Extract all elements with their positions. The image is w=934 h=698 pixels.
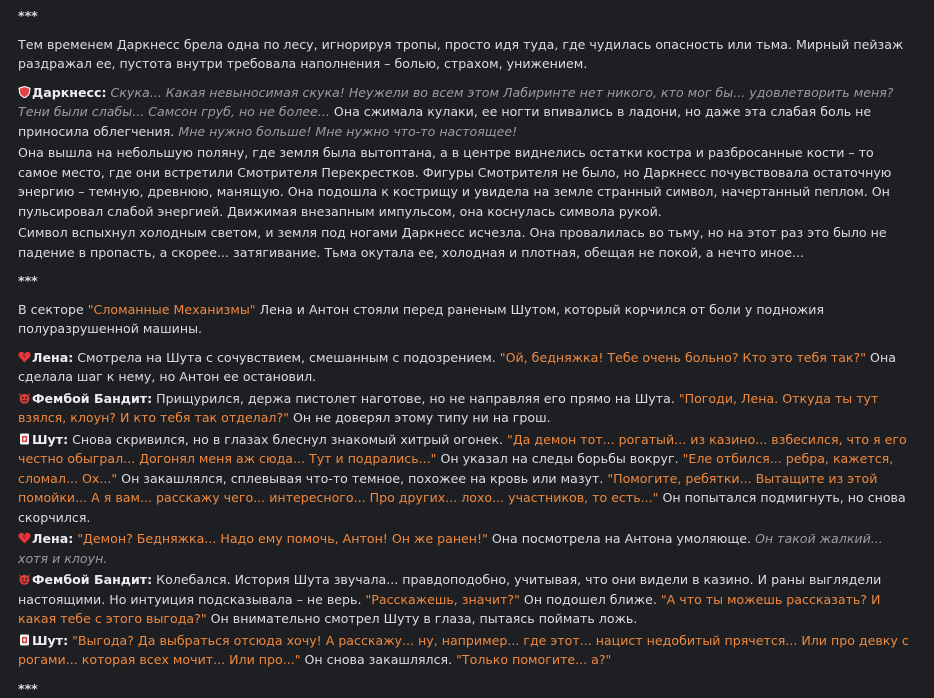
speaker-name: Фембой Бандит: bbox=[32, 391, 152, 406]
narration-paragraph bbox=[18, 300, 910, 339]
narration: Он внимательно смотрел Шуту в глаза, пытаясь поймать ложь. bbox=[211, 611, 638, 626]
narration: Прищурился, держа пистолет наготове, но не направляя его прямо на Шута. bbox=[156, 391, 675, 406]
jester-line bbox=[18, 631, 910, 670]
quote: "Демон? Бедняжка... Надо ему помочь, Антон! Он же ранен!" bbox=[77, 531, 488, 546]
lena-line bbox=[18, 348, 910, 387]
narration: Он попытался подмигнуть, но снова скорчился. bbox=[18, 490, 906, 525]
narration-paragraph: Тем временем Даркнесс брела одна по лесу, игнорируя тропы, просто идя туда, где чудилась опасность или тьма. Мирный пейзаж раздражал ее, пустота внутри требовала наполнения – болью, страхом, унижением. bbox=[18, 35, 910, 74]
narration: Смотрела на Шута с сочувствием, смешанным с подозрением. bbox=[77, 350, 496, 365]
quote: "Выгода? Да выбраться отсюда хочу! А расскажу... ну, например... где этот... нацист недобитый прячется... Или про девку с рогами... которая всех мочит... Или про..." bbox=[18, 633, 909, 668]
joker-card-icon bbox=[18, 632, 31, 644]
joker-card-icon bbox=[18, 431, 31, 443]
sector-name: "Сломанные Механизмы" bbox=[88, 302, 256, 317]
devil-face-icon bbox=[18, 390, 31, 402]
scene-separator: *** bbox=[18, 6, 910, 26]
narration: Снова скривился, но в глазах блеснул знакомый хитрый огонек. bbox=[72, 432, 503, 447]
inner-thought: Мне нужно больше! Мне нужно что-то настоящее! bbox=[178, 124, 517, 139]
quote: "Только помогите... а?" bbox=[456, 652, 611, 667]
speaker-name: Даркнесс: bbox=[32, 85, 107, 100]
darkness-line bbox=[18, 83, 910, 142]
quote: "А что ты можешь рассказать? И какая тебе с этого выгода?" bbox=[18, 592, 880, 627]
bandit-line bbox=[18, 389, 910, 428]
narration: Он снова закашлялся. bbox=[305, 652, 453, 667]
narration: Он закашлялся, сплевывая что-то темное, похожее на кровь или мазут. bbox=[121, 471, 603, 486]
devil-face-icon bbox=[18, 571, 31, 583]
quote: "Еле отбился... ребра, кажется, сломал... Ох..." bbox=[18, 451, 893, 486]
lena-line bbox=[18, 529, 910, 568]
speaker-name: Фембой Бандит: bbox=[32, 572, 152, 587]
speaker-name: Лена: bbox=[32, 350, 73, 365]
speaker-name: Лена: bbox=[32, 531, 73, 546]
scene-separator: *** bbox=[18, 271, 910, 291]
bandit-line bbox=[18, 570, 910, 629]
quote: "Погоди, Лена. Откуда ты тут взялся, клоун? И кто тебя так отделал?" bbox=[18, 391, 878, 426]
jester-line bbox=[18, 430, 910, 528]
narration-paragraph: Символ вспыхнул холодным светом, и земля под ногами Даркнесс исчезла. Она провалилась во тьму, но на этот раз это было не падение в пропасть, а скорее... затягивание. Тьма окутала ее, холодная и плотная, обещая не покой, а нечто иное... bbox=[18, 223, 910, 262]
broken-heart-icon bbox=[18, 349, 31, 361]
quote: "Да демон тот... рогатый... из казино... взбесился, что я его честно обыграл... Догонял меня аж сюда... Тут и подрались..." bbox=[18, 432, 907, 467]
narration: Она сжимала кулаки, ее ногти впивались в ладони, но даже эта слабая боль не приносила облегчения. bbox=[18, 104, 871, 139]
inner-thought: Он такой жалкий... хотя и клоун. bbox=[18, 531, 883, 566]
narration: Он подошел ближе. bbox=[524, 592, 657, 607]
narration: Колебался. История Шута звучала... правдоподобно, учитывая, что они видели в казино. И раны выглядели настоящими. Но интуиция подсказывала – не верь. bbox=[18, 572, 881, 607]
narration: Она посмотрела на Антона умоляюще. bbox=[492, 531, 751, 546]
narration: Она сделала шаг к нему, но Антон ее остановил. bbox=[18, 350, 896, 385]
narration: В секторе bbox=[18, 302, 84, 317]
quote: "Ой, бедняжка! Тебе очень больно? Кто это тебя так?" bbox=[500, 350, 866, 365]
quote: "Расскажешь, значит?" bbox=[365, 592, 519, 607]
narration: Он не доверял этому типу ни на грош. bbox=[293, 410, 551, 425]
inner-thought: Скука... Какая невыносимая скука! Неужели во всем этом Лабиринте нет никого, кто мог бы... удовлетворить меня? Тени были слабы... Самсон груб, но не более... bbox=[18, 85, 893, 120]
quote: "Помогите, ребятки... Вытащите из этой помойки... А я вам... расскажу чего... интересного... Про других... лохо... участников, то есть..." bbox=[18, 471, 877, 506]
speaker-name: Шут: bbox=[32, 432, 68, 447]
speaker-name: Шут: bbox=[32, 633, 68, 648]
narration-paragraph: Она вышла на небольшую поляну, где земля была вытоптана, а в центре виднелись остатки костра и разбросанные кости – то самое место, где они встретили Смотрителя Перекрестков. Фигуры Смотрителя не было, но Даркнесс почувствовала остаточную энергию – темную, древнюю, манящую. Она подошла к кострищу и увидела на земле странный символ, начертанный пеплом. Он пульсировал слабой энергией. Движимая внезапным импульсом, она коснулась символа рукой. bbox=[18, 143, 910, 221]
shield-icon bbox=[18, 84, 31, 96]
scene-separator: *** bbox=[18, 679, 910, 698]
broken-heart-icon bbox=[18, 530, 31, 542]
narration: Он указал на следы борьбы вокруг. bbox=[440, 451, 678, 466]
narration: Лена и Антон стояли перед раненым Шутом, который корчился от боли у подножия полуразрушенной машины. bbox=[18, 302, 824, 337]
